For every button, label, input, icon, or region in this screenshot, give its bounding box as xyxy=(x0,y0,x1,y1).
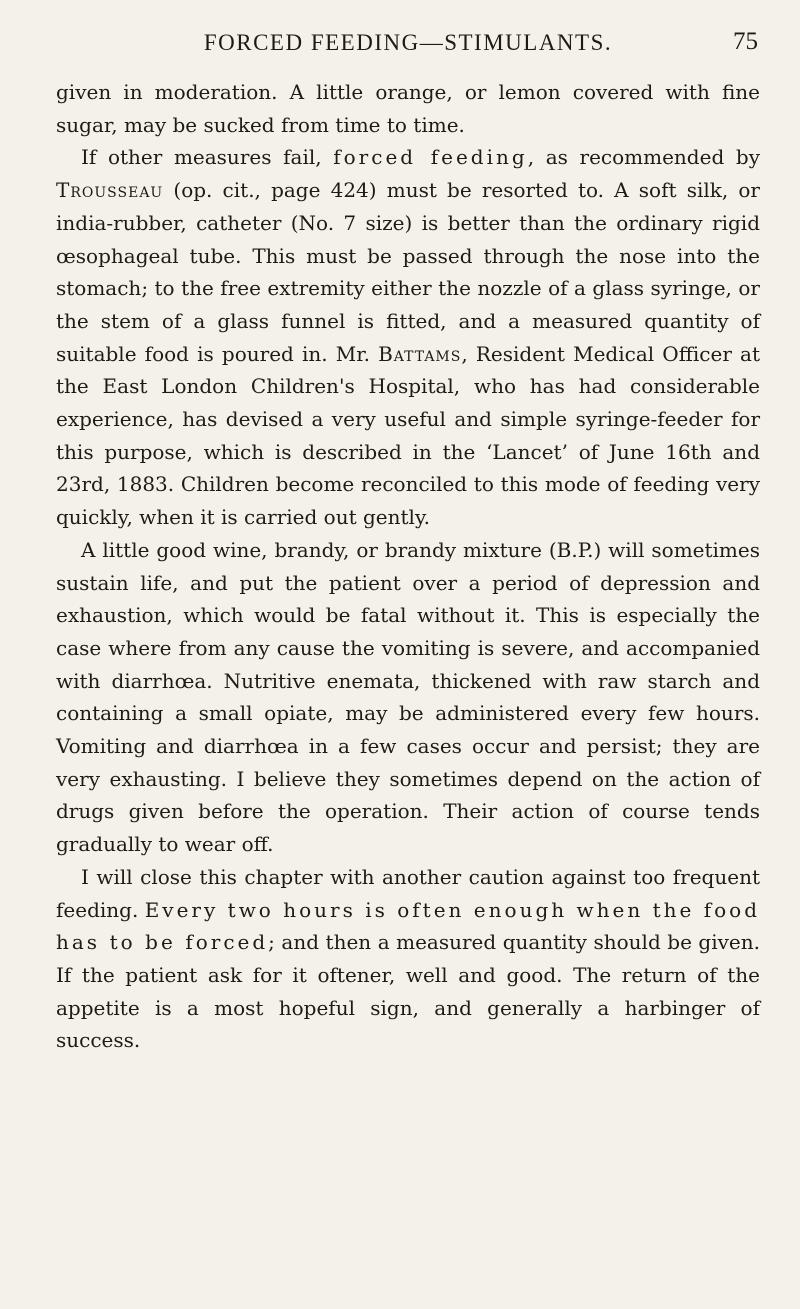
running-head xyxy=(56,30,760,76)
paragraph-2-text-b: , as recommended by xyxy=(527,145,760,170)
paragraph-4-text-b: ; and then a measured quantity should be given. If the patient ask for it oftener, well and good. The return of the appetite is a most hopeful sign, and generally a harbinger of success. xyxy=(56,930,760,1053)
paragraph-1-text: given in moderation. A little orange, or lemon covered with fine sugar, may be sucked from time to time. xyxy=(56,80,760,137)
forced-feeding-emphasis: forced feeding xyxy=(333,145,528,170)
paragraph-4-text-a: I will close this chapter with another caution against too frequent feeding. xyxy=(56,864,760,922)
paragraph-3 xyxy=(56,534,760,861)
body-text xyxy=(56,76,760,1057)
author-name-trousseau: Trousseau xyxy=(56,178,164,203)
paragraph-3-text: A little good wine, brandy, or brandy mixture (B.P.) will sometimes sustain life, and put the patient over a period of depression and exhaustion, which would be fatal without it. This is especially the case where from any cause the vomiting is severe, and accompanied with diarrhœa. Nutritive enemata, thickened with raw starch and containing a small opiate, may be administered every few hours. Vomiting and diarrhœa in a few cases occur and persist; they are very exhausting. I believe they sometimes depend on the action of drugs given before the operation. Their action of course tends gradually to wear off. xyxy=(56,537,760,857)
running-title: FORCED FEEDING—STIMULANTS. xyxy=(203,30,613,55)
feeding-rule-emphasis: Every two hours is often enough when the food has to be forced xyxy=(56,897,760,955)
paragraph-2-text-d: , Resident Medical Officer at the East London Children's Hospital, who has had considerable experience, has devised a very useful and simple syringe-feeder for this purpose, which is described in the ‘Lancet’ of June 16th and 23rd, 1883. Children become reconciled to this mode of feeding very quickly, when it is carried out gently. xyxy=(56,341,760,530)
paragraph-2-text-c: (op. cit., page 424) must be resorted to. A soft silk, or india-rubber, catheter (No. 7 size) is better than the ordinary rigid œsophageal tube. This must be passed through the nose into the stomach; to the free extremity either the nozzle of a glass syringe, or the stem of a glass funnel is fitted, and a measured quantity of suitable food is poured in. Mr. xyxy=(56,178,760,366)
author-name-battams: Battams xyxy=(378,341,462,366)
page-number: 75 xyxy=(733,28,758,55)
paragraph-2-text-a: If other measures fail, xyxy=(81,145,334,170)
paragraph-2 xyxy=(56,141,760,533)
paragraph-4 xyxy=(56,861,760,1057)
paragraph-1 xyxy=(56,76,760,141)
